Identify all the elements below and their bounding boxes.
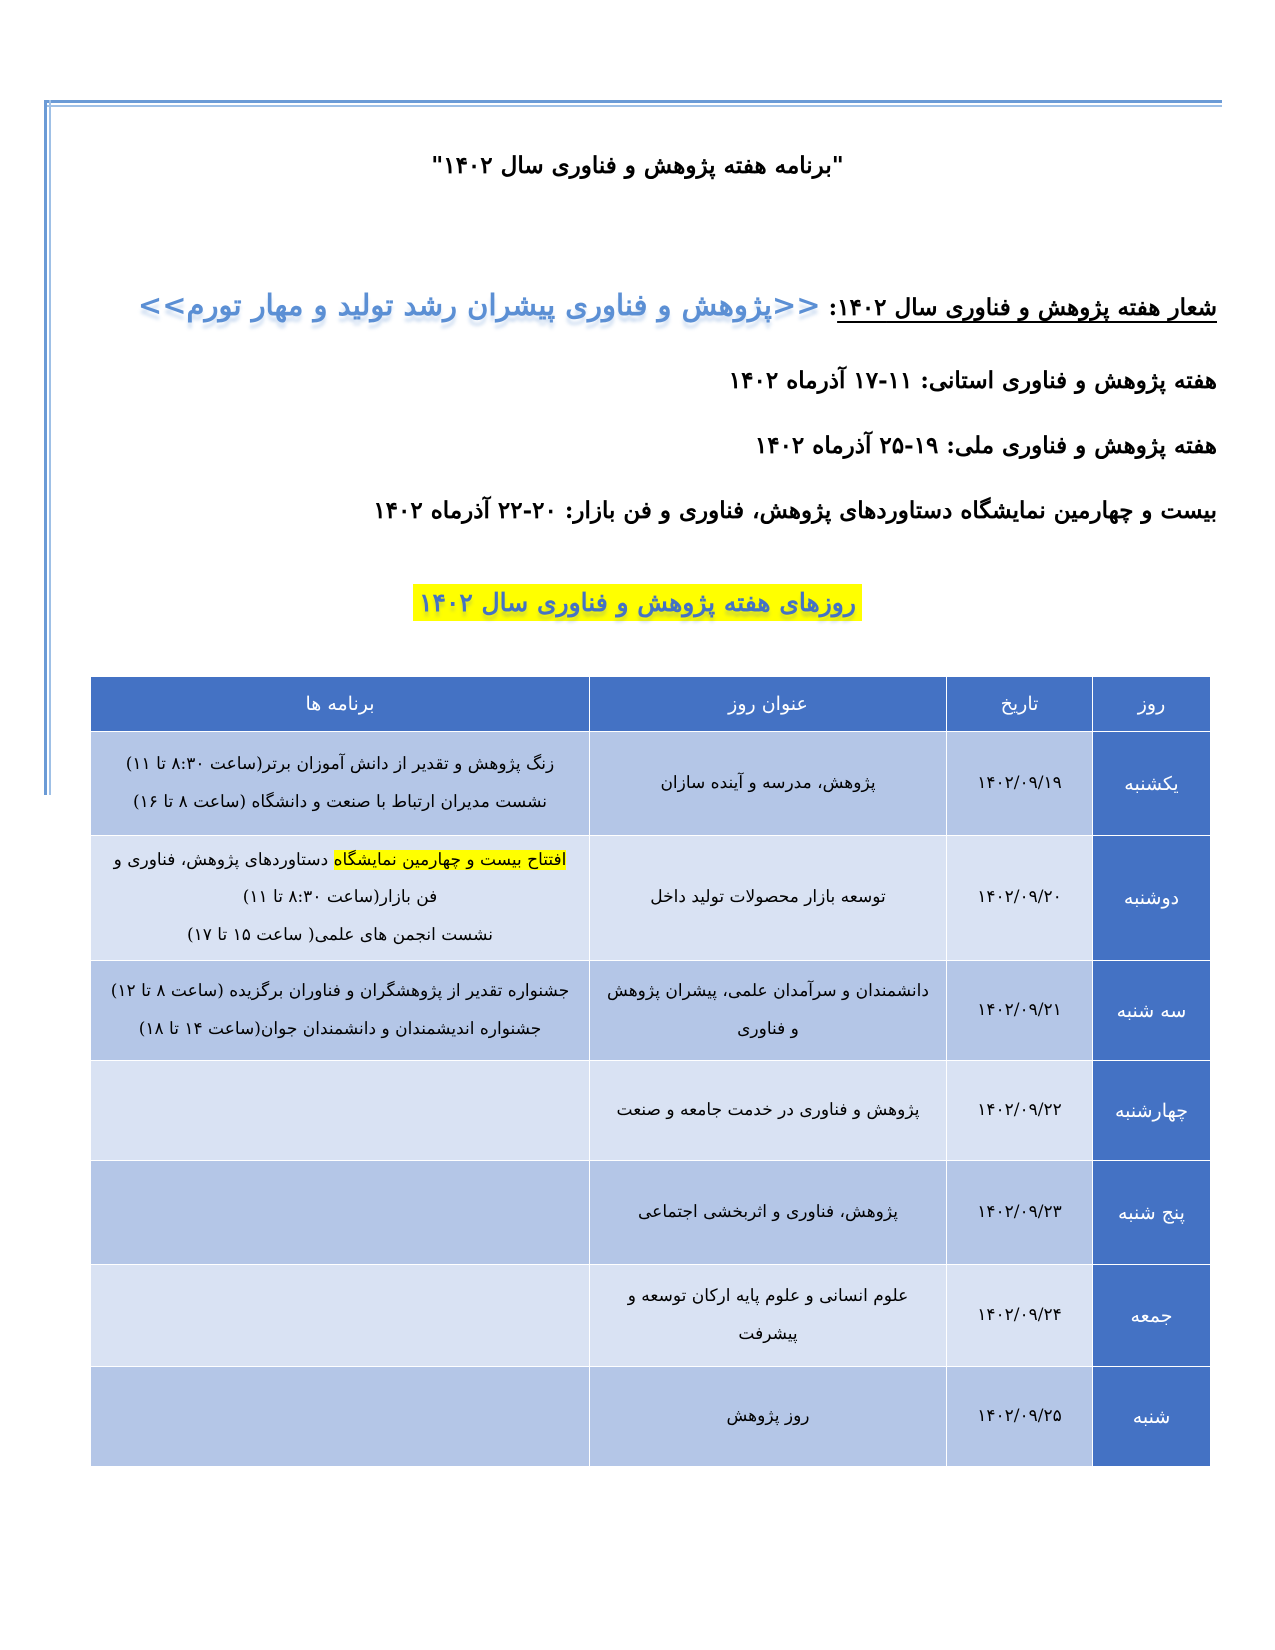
date-cell: ۱۴۰۲/۰۹/۲۰ bbox=[947, 836, 1093, 961]
title-cell: پژوهش، مدرسه و آینده سازان bbox=[590, 732, 947, 836]
date-cell: ۱۴۰۲/۰۹/۲۴ bbox=[947, 1265, 1093, 1367]
program-item: فن بازار(ساعت ۸:۳۰ تا ۱۱) bbox=[242, 887, 438, 908]
days-heading bbox=[0, 584, 1275, 621]
table-row bbox=[91, 1265, 1211, 1367]
date-cell: ۱۴۰۲/۰۹/۱۹ bbox=[947, 732, 1093, 836]
programs-cell bbox=[91, 1265, 590, 1367]
header-date: تاریخ bbox=[947, 677, 1093, 732]
table-row bbox=[91, 1161, 1211, 1265]
national-week-line: هفته پژوهش و فناوری ملی: ۱۹-۲۵ آذرماه ۱۴۰۲ bbox=[754, 432, 1217, 459]
program-item: نشست انجمن های علمی( ساعت ۱۵ تا ۱۷) bbox=[187, 924, 493, 945]
title-cell: دانشمندان و سرآمدان علمی، پیشران پژوهش و فناوری bbox=[590, 961, 947, 1061]
programs-cell bbox=[91, 732, 590, 836]
table-header-row bbox=[91, 677, 1211, 732]
table-row bbox=[91, 732, 1211, 836]
program-item: زنگ پژوهش و تقدیر از دانش آموزان برتر(ساعت ۸:۳۰ تا ۱۱) bbox=[125, 754, 555, 775]
title-cell: پژوهش و فناوری در خدمت جامعه و صنعت bbox=[590, 1061, 947, 1161]
days-heading-text: روزهای هفته پژوهش و فناوری سال ۱۴۰۲ bbox=[413, 584, 862, 621]
table-row bbox=[91, 836, 1211, 961]
header-day: روز bbox=[1093, 677, 1211, 732]
programs-cell bbox=[91, 836, 590, 961]
day-cell: شنبه bbox=[1093, 1367, 1211, 1467]
table-row bbox=[91, 1061, 1211, 1161]
day-cell: چهارشنبه bbox=[1093, 1061, 1211, 1161]
title-cell: علوم انسانی و علوم پایه ارکان توسعه و پیشرفت bbox=[590, 1265, 947, 1367]
date-cell: ۱۴۰۲/۰۹/۲۲ bbox=[947, 1061, 1093, 1161]
highlighted-text: افتتاح بیست و چهارمین نمایشگاه bbox=[333, 850, 567, 870]
day-cell: جمعه bbox=[1093, 1265, 1211, 1367]
day-cell: دوشنبه bbox=[1093, 836, 1211, 961]
provincial-week-line: هفته پژوهش و فناوری استانی: ۱۱-۱۷ آذرماه ۱۴۰۲ bbox=[728, 367, 1217, 394]
programs-cell bbox=[91, 961, 590, 1061]
schedule-table bbox=[90, 676, 1211, 1467]
programs-cell bbox=[91, 1367, 590, 1467]
exhibition-line: بیست و چهارمین نمایشگاه دستاوردهای پژوهش، فناوری و فن بازار: ۲۰-۲۲ آذرماه ۱۴۰۲ bbox=[373, 497, 1217, 524]
top-border-rule bbox=[44, 100, 1222, 107]
title-cell: توسعه بازار محصولات تولید داخل bbox=[590, 836, 947, 961]
program-item-opening bbox=[105, 842, 575, 879]
header-programs: برنامه ها bbox=[91, 677, 590, 732]
slogan-colon: : bbox=[828, 294, 838, 321]
date-cell: ۱۴۰۲/۰۹/۲۵ bbox=[947, 1367, 1093, 1467]
date-cell: ۱۴۰۲/۰۹/۲۳ bbox=[947, 1161, 1093, 1265]
programs-cell bbox=[91, 1161, 590, 1265]
date-cell: ۱۴۰۲/۰۹/۲۱ bbox=[947, 961, 1093, 1061]
table-row bbox=[91, 961, 1211, 1061]
document-title: "برنامه هفته پژوهش و فناوری سال ۱۴۰۲" bbox=[431, 152, 844, 179]
slogan-label: شعار هفته پژوهش و فناوری سال ۱۴۰۲ bbox=[837, 294, 1217, 321]
slogan-text: <<پژوهش و فناوری پیشران رشد تولید و مهار تورم>> bbox=[137, 288, 821, 322]
day-cell: پنج شنبه bbox=[1093, 1161, 1211, 1265]
day-cell: یکشنبه bbox=[1093, 732, 1211, 836]
program-item: نشست مدیران ارتباط با صنعت و دانشگاه (ساعت ۸ تا ۱۶) bbox=[133, 791, 547, 812]
program-item-rest: دستاوردهای پژوهش، فناوری و bbox=[113, 850, 334, 870]
title-cell: روز پژوهش bbox=[590, 1367, 947, 1467]
table-row bbox=[91, 1367, 1211, 1467]
header-title: عنوان روز bbox=[590, 677, 947, 732]
program-item: جشنواره اندیشمندان و دانشمندان جوان(ساعت ۱۴ تا ۱۸) bbox=[138, 1018, 542, 1039]
programs-cell bbox=[91, 1061, 590, 1161]
day-cell: سه شنبه bbox=[1093, 961, 1211, 1061]
slogan-line bbox=[138, 288, 1217, 322]
program-item: جشنواره تقدیر از پژوهشگران و فناوران برگزیده (ساعت ۸ تا ۱۲) bbox=[110, 981, 570, 1002]
title-cell: پژوهش، فناوری و اثربخشی اجتماعی bbox=[590, 1161, 947, 1265]
left-border-rule bbox=[44, 100, 51, 795]
